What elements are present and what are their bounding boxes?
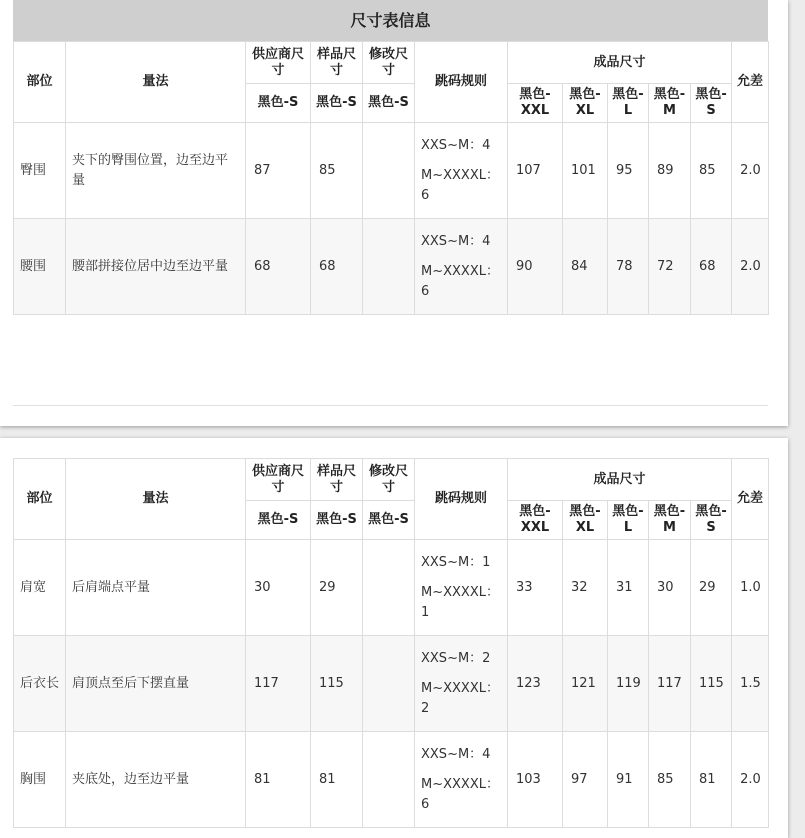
cell-modified-size [363,540,415,636]
header-size-column: 黑色-L [608,84,649,123]
rule-line: XXS~M：4 [421,137,491,153]
header-size-column: 黑色-L [608,501,649,540]
cell-finished-size: 119 [608,636,649,732]
header-size-column: 黑色-M [649,84,691,123]
cell-finished-size: 81 [691,732,732,828]
rule-line: M~XXXXL：6 [421,167,499,203]
cell-finished-size: 91 [608,732,649,828]
rule-line: M~XXXXL：6 [421,263,499,299]
header-size-rule: 跳码规则 [415,459,508,540]
cell-supplier-size: 81 [246,732,311,828]
header-modified-color-size: 黑色-S [363,84,415,123]
cell-part: 腰围 [14,219,66,315]
cell-modified-size [363,219,415,315]
header-sample-size: 样品尺寸 [311,459,363,501]
table-row [14,732,769,828]
cell-supplier-size: 117 [246,636,311,732]
header-size-column: 黑色-XL [563,84,608,123]
cell-finished-size: 89 [649,123,691,219]
cell-size-rule [415,123,508,219]
cell-finished-size: 97 [563,732,608,828]
header-supplier-size: 供应商尺寸 [246,459,311,501]
header-size-column: 黑色-S [691,84,732,123]
divider [13,405,768,406]
header-row [14,42,769,84]
cell-finished-size: 121 [563,636,608,732]
cell-finished-size: 115 [691,636,732,732]
size-chart-card-1 [0,0,788,426]
cell-supplier-size: 68 [246,219,311,315]
header-method: 量法 [66,42,246,123]
header-size-column: 黑色-S [691,501,732,540]
cell-finished-size: 123 [508,636,563,732]
cell-sample-size: 29 [311,540,363,636]
header-sample-size: 样品尺寸 [311,42,363,84]
cell-finished-size: 78 [608,219,649,315]
cell-finished-size: 103 [508,732,563,828]
cell-method: 夹底处，边至边平量 [66,732,246,828]
cell-sample-size: 85 [311,123,363,219]
size-chart-title: 尺寸表信息 [13,0,768,41]
cell-method: 腰部拼接位居中边至边平量 [66,219,246,315]
cell-supplier-size: 30 [246,540,311,636]
table-row [14,636,769,732]
cell-finished-size: 95 [608,123,649,219]
cell-part: 肩宽 [14,540,66,636]
cell-finished-size: 31 [608,540,649,636]
cell-method: 肩顶点至后下摆直量 [66,636,246,732]
table-row [14,123,769,219]
cell-tolerance: 1.0 [732,540,769,636]
header-tolerance: 允差 [732,42,769,123]
cell-modified-size [363,636,415,732]
cell-sample-size: 81 [311,732,363,828]
rule-line: XXS~M：4 [421,233,491,249]
header-sample-color-size: 黑色-S [311,501,363,540]
header-supplier-color-size: 黑色-S [246,501,311,540]
table-row [14,540,769,636]
cell-finished-size: 107 [508,123,563,219]
header-method: 量法 [66,459,246,540]
cell-size-rule [415,540,508,636]
cell-finished-size: 117 [649,636,691,732]
header-supplier-color-size: 黑色-S [246,84,311,123]
cell-finished-size: 68 [691,219,732,315]
cell-method: 后肩端点平量 [66,540,246,636]
header-row [14,459,769,501]
header-modified-size: 修改尺寸 [363,42,415,84]
rule-line: M~XXXXL：2 [421,680,499,716]
cell-part: 胸围 [14,732,66,828]
rule-line: M~XXXXL：6 [421,776,499,812]
cell-part: 后衣长 [14,636,66,732]
rule-line: XXS~M：1 [421,554,491,570]
header-tolerance: 允差 [732,459,769,540]
cell-finished-size: 29 [691,540,732,636]
cell-part: 臀围 [14,123,66,219]
cell-finished-size: 33 [508,540,563,636]
size-chart-card-2 [0,438,788,838]
cell-tolerance: 2.0 [732,123,769,219]
header-finished-size: 成品尺寸 [508,42,732,84]
cell-size-rule [415,636,508,732]
cell-modified-size [363,123,415,219]
cell-finished-size: 85 [649,732,691,828]
cell-modified-size [363,732,415,828]
header-modified-size: 修改尺寸 [363,459,415,501]
cell-finished-size: 84 [563,219,608,315]
rule-line: M~XXXXL：1 [421,584,499,620]
cell-size-rule [415,732,508,828]
header-size-rule: 跳码规则 [415,42,508,123]
size-table-1 [13,41,769,315]
header-sample-color-size: 黑色-S [311,84,363,123]
header-size-column: 黑色-XXL [508,84,563,123]
table-row [14,219,769,315]
cell-finished-size: 85 [691,123,732,219]
rule-line: XXS~M：2 [421,650,491,666]
header-size-column: 黑色-XXL [508,501,563,540]
cell-method: 夹下的臀围位置，边至边平量 [66,123,246,219]
header-size-column: 黑色-XL [563,501,608,540]
cell-size-rule [415,219,508,315]
cell-tolerance: 2.0 [732,219,769,315]
cell-supplier-size: 87 [246,123,311,219]
header-modified-color-size: 黑色-S [363,501,415,540]
cell-finished-size: 90 [508,219,563,315]
cell-finished-size: 101 [563,123,608,219]
cell-sample-size: 115 [311,636,363,732]
cell-finished-size: 72 [649,219,691,315]
cell-tolerance: 1.5 [732,636,769,732]
header-supplier-size: 供应商尺寸 [246,42,311,84]
cell-sample-size: 68 [311,219,363,315]
header-part: 部位 [14,459,66,540]
header-finished-size: 成品尺寸 [508,459,732,501]
cell-tolerance: 2.0 [732,732,769,828]
size-table-2 [13,458,769,828]
rule-line: XXS~M：4 [421,746,491,762]
header-part: 部位 [14,42,66,123]
cell-finished-size: 32 [563,540,608,636]
header-size-column: 黑色-M [649,501,691,540]
cell-finished-size: 30 [649,540,691,636]
